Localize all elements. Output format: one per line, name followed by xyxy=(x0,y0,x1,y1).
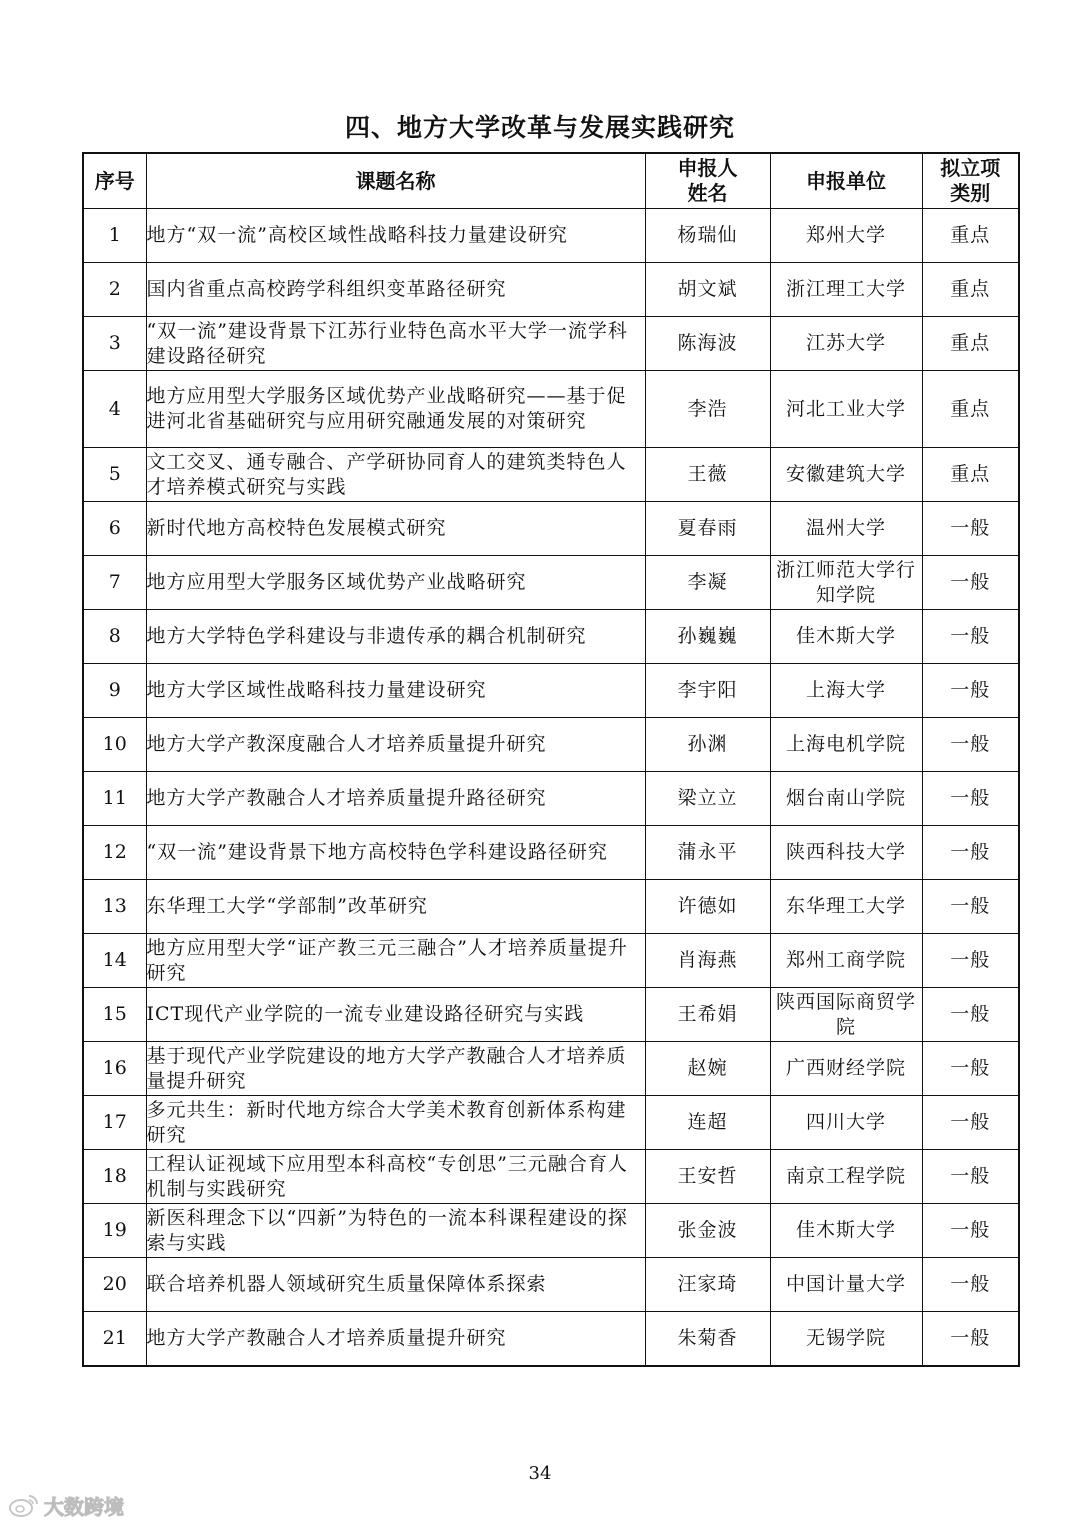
topic-name: 地方应用型大学“证产教三元三融合”人才培养质量提升研究 xyxy=(146,934,645,988)
applicant-unit: 上海电机学院 xyxy=(770,718,922,772)
watermark-text: 大数跨境 xyxy=(44,1494,124,1519)
watermark xyxy=(8,1490,124,1520)
table-row xyxy=(83,1150,1019,1204)
project-type: 一般 xyxy=(922,1258,1019,1312)
section-title: 四、地方大学改革与发展实践研究 xyxy=(344,113,735,142)
project-table xyxy=(82,152,1020,1367)
applicant-unit: 郑州工商学院 xyxy=(770,934,922,988)
row-number: 11 xyxy=(83,772,146,826)
project-type: 一般 xyxy=(922,1150,1019,1204)
applicant-name: 胡文斌 xyxy=(645,263,770,317)
applicant-name: 王希娟 xyxy=(645,988,770,1042)
row-number: 13 xyxy=(83,880,146,934)
header-no: 序号 xyxy=(83,153,146,209)
header-topic: 课题名称 xyxy=(146,153,645,209)
applicant-unit: 河北工业大学 xyxy=(770,371,922,448)
applicant-name: 连超 xyxy=(645,1096,770,1150)
row-number: 2 xyxy=(83,263,146,317)
applicant-unit: 陕西国际商贸学院 xyxy=(770,988,922,1042)
topic-name: 国内省重点高校跨学科组织变革路径研究 xyxy=(146,263,645,317)
row-number: 21 xyxy=(83,1312,146,1367)
project-type: 一般 xyxy=(922,826,1019,880)
table-row xyxy=(83,448,1019,502)
applicant-name: 孙渊 xyxy=(645,718,770,772)
applicant-name: 许德如 xyxy=(645,880,770,934)
applicant-name: 杨瑞仙 xyxy=(645,209,770,263)
applicant-unit: 浙江理工大学 xyxy=(770,263,922,317)
project-type: 一般 xyxy=(922,934,1019,988)
applicant-unit: 上海大学 xyxy=(770,664,922,718)
row-number: 15 xyxy=(83,988,146,1042)
project-type: 一般 xyxy=(922,988,1019,1042)
row-number: 8 xyxy=(83,610,146,664)
topic-name: “双一流”建设背景下江苏行业特色高水平大学一流学科建设路径研究 xyxy=(146,317,645,371)
project-type: 重点 xyxy=(922,263,1019,317)
topic-name: 地方大学产教融合人才培养质量提升研究 xyxy=(146,1312,645,1367)
topic-name: 地方大学特色学科建设与非遗传承的耦合机制研究 xyxy=(146,610,645,664)
header-unit: 申报单位 xyxy=(770,153,922,209)
project-type: 一般 xyxy=(922,1204,1019,1258)
project-type: 一般 xyxy=(922,1042,1019,1096)
row-number: 10 xyxy=(83,718,146,772)
applicant-unit: 温州大学 xyxy=(770,502,922,556)
project-type: 一般 xyxy=(922,1312,1019,1367)
project-type: 重点 xyxy=(922,209,1019,263)
topic-name: 地方“双一流”高校区域性战略科技力量建设研究 xyxy=(146,209,645,263)
applicant-name: 肖海燕 xyxy=(645,934,770,988)
applicant-name: 张金波 xyxy=(645,1204,770,1258)
applicant-unit: 陕西科技大学 xyxy=(770,826,922,880)
applicant-name: 赵婉 xyxy=(645,1042,770,1096)
header-type-line1: 拟立项 xyxy=(940,156,1001,180)
applicant-unit: 东华理工大学 xyxy=(770,880,922,934)
applicant-unit: 佳木斯大学 xyxy=(770,1204,922,1258)
project-type: 一般 xyxy=(922,610,1019,664)
project-type: 一般 xyxy=(922,718,1019,772)
header-applicant-line2: 姓名 xyxy=(687,181,728,205)
table-row xyxy=(83,880,1019,934)
row-number: 19 xyxy=(83,1204,146,1258)
table-row xyxy=(83,1312,1019,1367)
header-applicant xyxy=(645,153,770,209)
table-row xyxy=(83,1204,1019,1258)
applicant-name: 李凝 xyxy=(645,556,770,610)
applicant-unit: 安徽建筑大学 xyxy=(770,448,922,502)
row-number: 6 xyxy=(83,502,146,556)
header-type-line2: 类别 xyxy=(950,181,991,205)
topic-name: 地方应用型大学服务区域优势产业战略研究——基于促进河北省基础研究与应用研究融通发展的对策研究 xyxy=(146,371,645,448)
topic-name: ICT现代产业学院的一流专业建设路径研究与实践 xyxy=(146,988,645,1042)
table-row xyxy=(83,371,1019,448)
project-type: 一般 xyxy=(922,556,1019,610)
table-body xyxy=(83,209,1019,1367)
table-row xyxy=(83,1096,1019,1150)
page-number: 34 xyxy=(528,1463,552,1484)
applicant-name: 梁立立 xyxy=(645,772,770,826)
project-type: 重点 xyxy=(922,371,1019,448)
row-number: 7 xyxy=(83,556,146,610)
table-row xyxy=(83,610,1019,664)
topic-name: 基于现代产业学院建设的地方大学产教融合人才培养质量提升研究 xyxy=(146,1042,645,1096)
table-row xyxy=(83,317,1019,371)
applicant-unit: 浙江师范大学行知学院 xyxy=(770,556,922,610)
project-type: 一般 xyxy=(922,772,1019,826)
row-number: 18 xyxy=(83,1150,146,1204)
project-type: 重点 xyxy=(922,448,1019,502)
topic-name: 地方大学产教融合人才培养质量提升路径研究 xyxy=(146,772,645,826)
row-number: 20 xyxy=(83,1258,146,1312)
applicant-unit: 无锡学院 xyxy=(770,1312,922,1367)
table-row xyxy=(83,1042,1019,1096)
topic-name: 新医科理念下以“四新”为特色的一流本科课程建设的探索与实践 xyxy=(146,1204,645,1258)
row-number: 3 xyxy=(83,317,146,371)
row-number: 9 xyxy=(83,664,146,718)
table-row xyxy=(83,718,1019,772)
table-row xyxy=(83,502,1019,556)
applicant-unit: 四川大学 xyxy=(770,1096,922,1150)
applicant-unit: 江苏大学 xyxy=(770,317,922,371)
project-type: 一般 xyxy=(922,1096,1019,1150)
table-row xyxy=(83,988,1019,1042)
table-row xyxy=(83,263,1019,317)
applicant-name: 李宇阳 xyxy=(645,664,770,718)
project-type: 一般 xyxy=(922,880,1019,934)
table-row xyxy=(83,209,1019,263)
applicant-name: 夏春雨 xyxy=(645,502,770,556)
topic-name: 地方大学区域性战略科技力量建设研究 xyxy=(146,664,645,718)
applicant-unit: 南京工程学院 xyxy=(770,1150,922,1204)
project-type: 一般 xyxy=(922,502,1019,556)
applicant-name: 王安哲 xyxy=(645,1150,770,1204)
row-number: 14 xyxy=(83,934,146,988)
row-number: 16 xyxy=(83,1042,146,1096)
applicant-unit: 中国计量大学 xyxy=(770,1258,922,1312)
project-type: 重点 xyxy=(922,317,1019,371)
topic-name: 地方应用型大学服务区域优势产业战略研究 xyxy=(146,556,645,610)
applicant-name: 孙巍巍 xyxy=(645,610,770,664)
row-number: 1 xyxy=(83,209,146,263)
row-number: 17 xyxy=(83,1096,146,1150)
header-type xyxy=(922,153,1019,209)
table-row xyxy=(83,556,1019,610)
weibo-logo-icon xyxy=(8,1491,40,1519)
table-header-row xyxy=(83,153,1019,209)
topic-name: 文工交叉、通专融合、产学研协同育人的建筑类特色人才培养模式研究与实践 xyxy=(146,448,645,502)
applicant-unit: 郑州大学 xyxy=(770,209,922,263)
row-number: 4 xyxy=(83,371,146,448)
table-row xyxy=(83,934,1019,988)
row-number: 5 xyxy=(83,448,146,502)
applicant-name: 汪家琦 xyxy=(645,1258,770,1312)
topic-name: 新时代地方高校特色发展模式研究 xyxy=(146,502,645,556)
table-row xyxy=(83,772,1019,826)
project-type: 一般 xyxy=(922,664,1019,718)
applicant-unit: 烟台南山学院 xyxy=(770,772,922,826)
applicant-name: 王薇 xyxy=(645,448,770,502)
applicant-unit: 广西财经学院 xyxy=(770,1042,922,1096)
applicant-name: 朱菊香 xyxy=(645,1312,770,1367)
table-row xyxy=(83,826,1019,880)
applicant-unit: 佳木斯大学 xyxy=(770,610,922,664)
topic-name: “双一流”建设背景下地方高校特色学科建设路径研究 xyxy=(146,826,645,880)
applicant-name: 陈海波 xyxy=(645,317,770,371)
topic-name: 联合培养机器人领域研究生质量保障体系探索 xyxy=(146,1258,645,1312)
row-number: 12 xyxy=(83,826,146,880)
applicant-name: 李浩 xyxy=(645,371,770,448)
topic-name: 东华理工大学“学部制”改革研究 xyxy=(146,880,645,934)
table-row xyxy=(83,664,1019,718)
table-row xyxy=(83,1258,1019,1312)
topic-name: 地方大学产教深度融合人才培养质量提升研究 xyxy=(146,718,645,772)
header-applicant-line1: 申报人 xyxy=(677,156,738,180)
topic-name: 多元共生：新时代地方综合大学美术教育创新体系构建研究 xyxy=(146,1096,645,1150)
topic-name: 工程认证视域下应用型本科高校“专创思”三元融合育人机制与实践研究 xyxy=(146,1150,645,1204)
applicant-name: 蒲永平 xyxy=(645,826,770,880)
